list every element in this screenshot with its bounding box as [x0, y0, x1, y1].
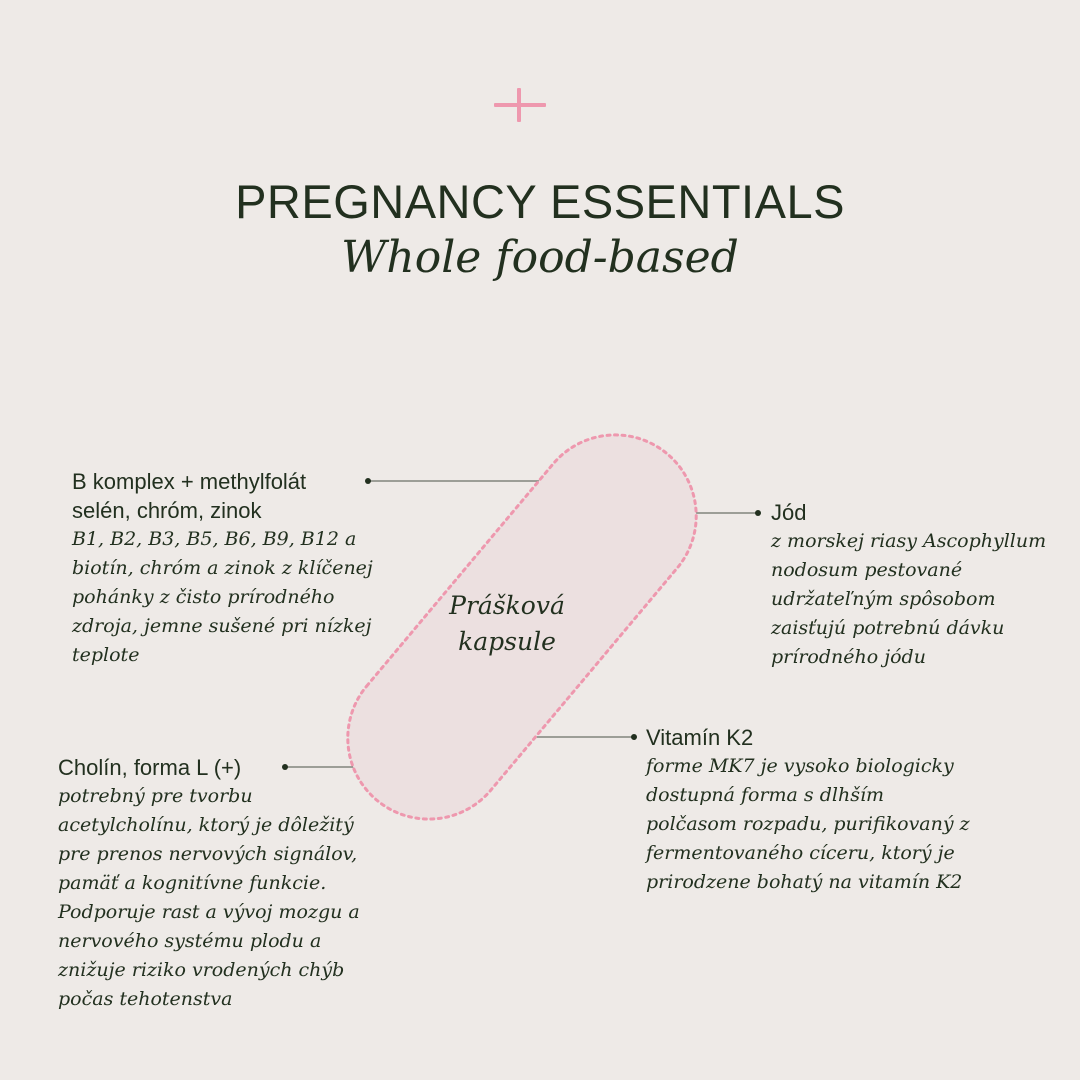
- connector-dot-vitamin-k2: [631, 734, 637, 740]
- b-complex-description: B1, B2, B3, B5, B6, B9, B12 a biotín, chróm a zinok z klíčenej pohánky z čisto prírodného zdroja, jemne sušené pri nízkej teplote: [72, 528, 373, 666]
- cholin-description: potrebný pre tvorbu acetylcholínu, ktorý je dôležitý pre prenos nervových signálov, pamäť a kognitívne funkcie. Podporuje rast a vývoj mozgu a nervového systému plodu a znižuje riziko vrodených chýb počas tehotenstva: [58, 785, 360, 1010]
- vitamin-k2-description: forme MK7 je vysoko biologicky dostupná forma s dlhším polčasom rozpadu, purifikovaný z fermentovaného cíceru, ktorý je prirodzene bohatý na vitamín K2: [646, 755, 970, 893]
- page-subtitle: Whole food-based: [341, 232, 739, 283]
- b-complex-heading-line1: B komplex + methylfolát: [72, 469, 307, 494]
- capsule-label: Prášková kapsule: [449, 591, 565, 656]
- connector-dot-b-complex: [365, 478, 371, 484]
- page-title: PREGNANCY ESSENTIALS: [235, 175, 845, 228]
- jod-heading: Jód: [771, 500, 807, 525]
- jod-description: z morskej riasy Ascophyllum nodosum pestované udržateľným spôsobom zaisťujú potrebnú dávku prírodného jódu: [771, 530, 1047, 668]
- connector-dot-cholin: [282, 764, 288, 770]
- connector-dot-jod: [755, 510, 761, 516]
- vitamin-k2-heading: Vitamín K2: [646, 725, 754, 750]
- cholin-heading: Cholín, forma L (+): [58, 755, 242, 780]
- b-complex-heading-line2: selén, chróm, zinok: [72, 498, 262, 523]
